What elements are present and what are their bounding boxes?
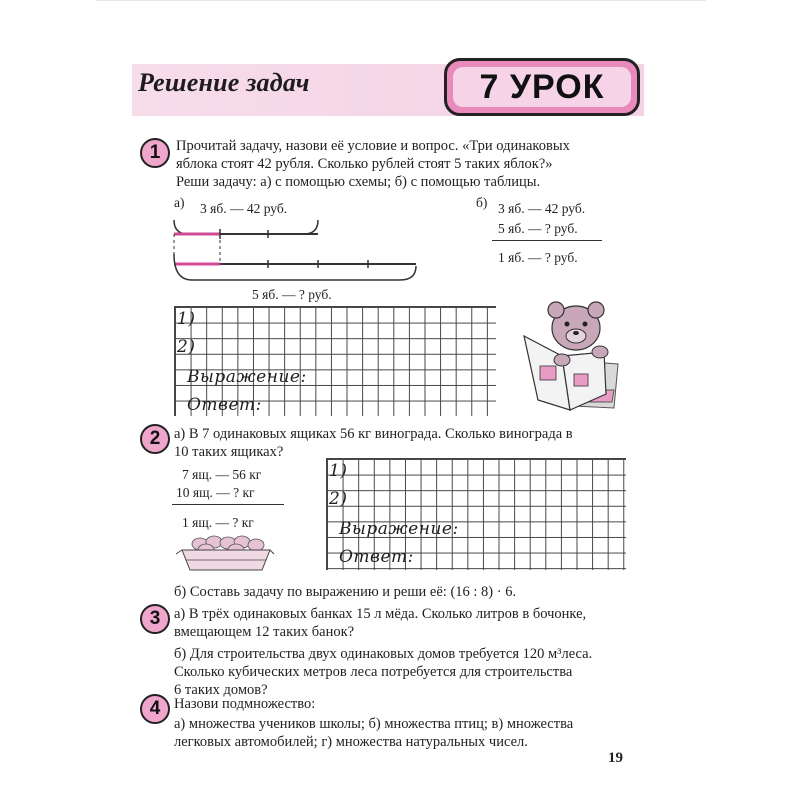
task-3-number: 3 <box>140 604 170 634</box>
grape-crate-illustration <box>170 530 280 580</box>
task-2-number: 2 <box>140 424 170 454</box>
top-border <box>96 0 706 1</box>
task-1-part-b-label: б) <box>476 195 488 210</box>
task-3-line-3: б) Для строительства двух одинаковых домов требуется 120 м³леса. <box>174 646 593 662</box>
table-1-row-2: 5 яб. — ? руб. <box>498 221 578 236</box>
task-2-part-b: б) Составь задачу по выражению и реши её: (16 : 8) · 6. <box>174 584 517 600</box>
table-2-row-3: 1 ящ. — ? кг <box>182 515 254 530</box>
grid-1-label-answer: Ответ: <box>187 395 262 415</box>
bear-reading-illustration <box>514 290 634 420</box>
task-3-line-2: вмещающем 12 таких банок? <box>174 624 355 640</box>
grid-2-label-2: 2) <box>329 489 348 509</box>
scheme-bottom-label: 5 яб. — ? руб. <box>252 287 332 302</box>
task-3-line-4: Сколько кубических метров леса потребуется для строительства <box>174 664 573 680</box>
answer-grid-1[interactable] <box>174 306 496 416</box>
task-4-line-1: Назови подмножество: <box>174 696 316 712</box>
grid-2-label-1: 1) <box>329 461 348 481</box>
table-1-row-1: 3 яб. — 42 руб. <box>498 201 586 216</box>
task-3-line-1: а) В трёх одинаковых банках 15 л мёда. Сколько литров в бочонке, <box>174 606 587 622</box>
task-1-line-1: Прочитай задачу, назови её условие и вопрос. «Три одинаковых <box>176 138 570 154</box>
task-4-line-2: а) множества учеников школы; б) множества птиц; в) множества <box>174 716 574 732</box>
grid-1-label-2: 2) <box>177 337 196 357</box>
task-1-line-2: яблока стоят 42 рубля. Сколько рублей стоят 5 таких яблок?» <box>176 156 553 172</box>
scheme-top-label: 3 яб. — 42 руб. <box>200 201 288 216</box>
table-2-divider <box>172 504 284 505</box>
task-2-line-1: а) В 7 одинаковых ящиках 56 кг винограда. Сколько винограда в <box>174 426 573 442</box>
table-2-row-2: 10 ящ. — ? кг <box>176 485 255 500</box>
table-2-row-1: 7 ящ. — 56 кг <box>182 467 262 482</box>
grid-2-label-answer: Ответ: <box>339 547 414 567</box>
grid-1-label-expression: Выражение: <box>187 367 307 387</box>
task-1-number: 1 <box>140 138 170 168</box>
page-title: Решение задач <box>138 68 310 97</box>
lesson-badge <box>444 58 640 116</box>
lesson-label: 7 УРОК <box>453 67 631 107</box>
task-1-part-a-label: а) <box>174 195 185 210</box>
grid-1-label-1: 1) <box>177 309 196 329</box>
apple-scheme <box>168 212 428 292</box>
grid-2-label-expression: Выражение: <box>339 519 459 539</box>
table-1-row-3: 1 яб. — ? руб. <box>498 250 578 265</box>
table-1-divider <box>492 240 602 241</box>
task-4-number: 4 <box>140 694 170 724</box>
answer-grid-2[interactable] <box>326 458 626 570</box>
page-number: 19 <box>608 750 623 766</box>
task-3-line-5: 6 таких домов? <box>174 682 268 698</box>
task-2-line-2: 10 таких ящиках? <box>174 444 284 460</box>
task-1-line-3: Реши задачу: а) с помощью схемы; б) с помощью таблицы. <box>176 174 541 190</box>
task-4-line-3: легковых автомобилей; г) множества натуральных чисел. <box>174 734 528 750</box>
